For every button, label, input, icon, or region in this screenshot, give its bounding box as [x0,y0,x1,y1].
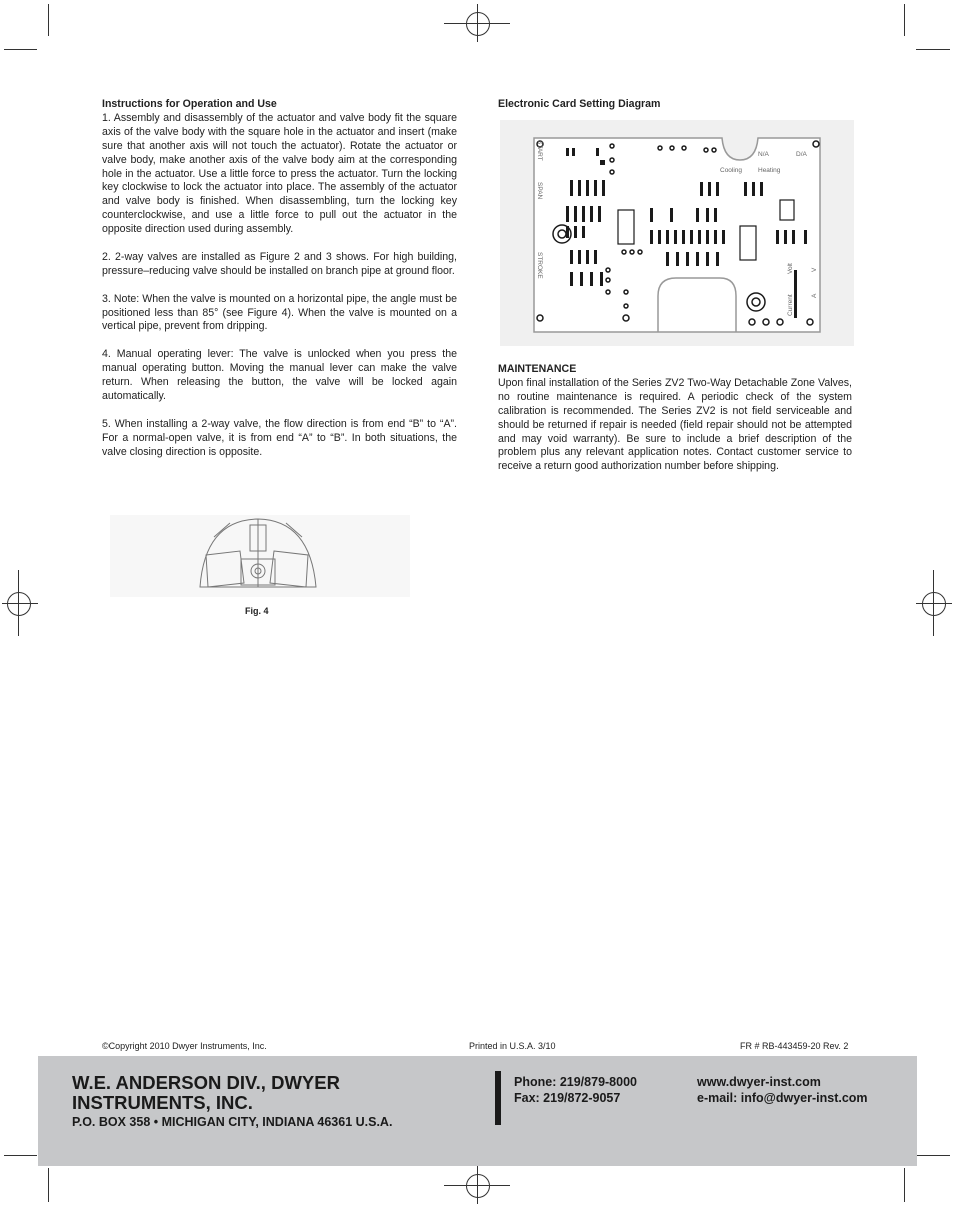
crop-mark [4,49,37,50]
crop-mark [904,1168,905,1202]
web-email-block [697,1074,868,1106]
pcb-label-da: D/A [796,151,807,158]
fax-number: Fax: 219/872-9057 [514,1091,621,1105]
crop-mark [4,1155,37,1156]
maintenance-section [498,363,852,488]
crop-mark [904,4,905,36]
registration-mark [444,23,510,24]
pcb-label-span: SPAN [536,182,543,200]
registration-mark [7,592,31,616]
registration-mark [444,1185,510,1186]
instruction-paragraph: 1. Assembly and disassembly of the actuator and valve body fit the square axis of the valve body with the square hole in the actuator and insert (make sure that another axis will not touch the actuator). Rotate the actuator or valve body, make another axis of the valve body aim at the corresponding hole in the actuator. Use a little force to press the actuator. Turn the locking key clockwise to lock the actuator into place. The assembly of the actuator and valve body is finished. When disassembling, turn the locking key counterclockwise, and use a little force to pull out the actuator in the opposite direction used during assembly. [102,111,457,236]
instructions-heading: Instructions for Operation and Use [102,98,277,110]
printed-notice: Printed in U.S.A. 3/10 [469,1041,556,1051]
pcb-label-volt: Volt [787,263,794,274]
pcb-label-na: N/A [758,151,769,158]
instruction-paragraph: 4. Manual operating lever: The valve is unlocked when you press the manual operating button. Moving the manual lever can make the valve return. When releasing the button, the valve will be locked again automatically. [102,348,457,402]
instruction-paragraph: 5. When installing a 2-way valve, the flow direction is from end “B” to “A”. For a normal-open valve, it is from end “A” to “B”. In both situations, the valve closing direction is opposite. [102,417,457,458]
electronic-card-diagram [500,120,854,346]
valve-angle-drawing [110,515,410,597]
copyright-notice: ©Copyright 2010 Dwyer Instruments, Inc. [102,1041,267,1051]
pcb-label-v: V [811,267,818,272]
figure-4-illustration [110,515,410,597]
diagram-heading: Electronic Card Setting Diagram [498,98,661,110]
phone-fax-block [514,1074,637,1106]
crop-mark [48,4,49,36]
company-footer [38,1056,917,1166]
pcb-label-stroke: STROKE [536,252,543,279]
email-link[interactable]: e-mail: info@dwyer-inst.com [697,1091,868,1105]
registration-mark [916,603,952,604]
instruction-paragraph: 2. 2-way valves are installed as Figure 2 and 3 shows. For high building, pressure–reducing valve should be installed on branch pipe at ground floor. [102,250,457,277]
form-number: FR # RB-443459-20 Rev. 2 [740,1041,849,1051]
crop-mark [916,49,950,50]
circuit-board-drawing [500,120,854,346]
pcb-label-a: A [811,293,818,298]
registration-mark [2,603,38,604]
maintenance-paragraph: Upon final installation of the Series ZV2 Two-Way Detachable Zone Valves, no routine maintenance is required. A periodic check of the system calibration is recommended. The Series ZV2 is not field serviceable and should be returned if repair is needed (field repair should not be attempted and may void warranty). Be sure to include a brief description of the problem plus any relevant application notes. Contact customer service to receive a return good authorization number before shipping. [498,376,852,473]
footer-divider [495,1071,501,1125]
crop-mark [916,1155,950,1156]
figure-caption: Fig. 4 [245,606,269,616]
phone-number: Phone: 219/879-8000 [514,1075,637,1089]
company-name-line: INSTRUMENTS, INC. [72,1092,253,1113]
registration-mark [466,1174,490,1198]
pcb-label-heating: Heating [758,167,781,174]
crop-mark [48,1168,49,1202]
pcb-label-current: Current [787,294,794,316]
instruction-paragraph: 3. Note: When the valve is mounted on a horizontal pipe, the angle must be positioned less than 85° (see Figure 4). When the valve is mounted on a vertical pipe, prevent from dripping. [102,292,457,333]
registration-mark [466,12,490,36]
website-link[interactable]: www.dwyer-inst.com [697,1075,821,1089]
company-name-line: W.E. ANDERSON DIV., DWYER [72,1072,340,1093]
instructions-column [102,98,457,473]
company-name [72,1073,492,1113]
registration-mark [922,592,946,616]
pcb-label-start: START [536,140,543,161]
company-address: P.O. BOX 358 • MICHIGAN CITY, INDIANA 46361 U.S.A. [72,1115,393,1129]
maintenance-heading: MAINTENANCE [498,363,577,375]
pcb-label-cooling: Cooling [720,167,743,174]
